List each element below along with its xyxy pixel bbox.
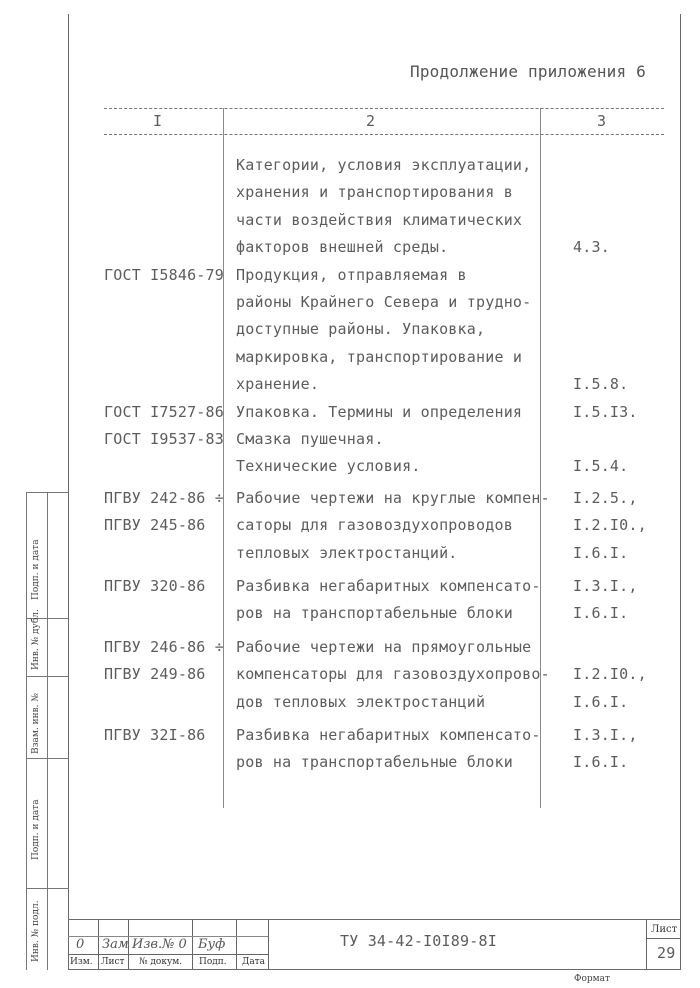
col2-line: Категории, условия эксплуатации, — [236, 156, 532, 174]
col3-line: I.6.I. — [573, 543, 629, 562]
title-block — [68, 919, 681, 970]
sheet-number: 29 — [657, 944, 676, 962]
col3-line: I.3.I., — [573, 726, 638, 744]
side-label-vzam-inv: Взам. инв. № — [31, 693, 41, 754]
col2-line: компенсаторы для газовоздухопрово- — [236, 665, 550, 684]
col2-line: части воздействия климатических — [236, 210, 523, 229]
col2-line: Рабочие чертежи на прямоугольные — [236, 637, 532, 656]
col1-line: ПГВУ 242-86 ÷ — [104, 488, 224, 507]
column-header-3: 3 — [597, 112, 607, 130]
col2-line: саторы для газовоздухопроводов — [236, 516, 513, 535]
col1-line: ПГВУ 246-86 ÷ — [104, 637, 224, 656]
sheet-label: Лист — [651, 924, 678, 935]
col3-line: I.5.8. — [573, 375, 629, 394]
side-label-inv-podl: Инв. № подл. — [31, 900, 41, 962]
column-header-1: I — [153, 112, 163, 130]
col3-line: I.5.I3. — [573, 402, 638, 421]
col3-line: I.6.I. — [573, 692, 629, 711]
col1-line: ПГВУ 245-86 — [104, 516, 206, 535]
col2-line: Разбивка негабаритных компенсато- — [236, 726, 541, 744]
title-col-list: Лист — [101, 957, 125, 967]
col2-line: маркировка, транспортирование и — [236, 347, 523, 366]
col3-line: I.2.I0., — [573, 665, 647, 684]
side-label-podp-data-1: Подп. и дата — [31, 539, 41, 600]
table-header-rule — [104, 134, 664, 135]
side-label-podp-data-2: Подп. и дата — [31, 799, 41, 860]
col2-line: Рабочие чертежи на круглые компен- — [236, 488, 550, 507]
col3-line: I.2.I0., — [573, 516, 647, 535]
title-col-izm: Изм. — [70, 957, 93, 967]
col3-line: 4.3. — [573, 238, 610, 257]
col3-line: I.6.I. — [573, 604, 629, 623]
col2-line: дов тепловых электростанций — [236, 692, 486, 711]
col1-line: ПГВУ 32I-86 — [104, 726, 206, 744]
col1-line: ГОСТ I7527-86 — [104, 402, 224, 421]
col2-line: тепловых электростанций. — [236, 543, 458, 562]
col3-line: I.5.4. — [573, 457, 629, 476]
col1-line: ГОСТ I5846-79 — [104, 265, 224, 284]
column-divider-1 — [223, 108, 224, 808]
column-header-2: 2 — [366, 112, 376, 130]
col2-line: факторов внешней среды. — [236, 238, 449, 257]
col2-line: хранения и транспортирования в — [236, 183, 513, 202]
col1-line: ГОСТ I9537-83 — [104, 430, 224, 448]
title-col-dokum: № докум. — [139, 957, 183, 967]
document-code: ТУ 34-42-I0I89-8I — [340, 932, 497, 950]
continuation-heading: Продолжение приложения 6 — [410, 62, 646, 81]
col2-line: Разбивка негабаритных компенсато- — [236, 577, 541, 595]
side-stamp-strip — [26, 492, 69, 970]
col2-line: Продукция, отправляемая в — [236, 265, 467, 284]
col1-line: ПГВУ 320-86 — [104, 577, 206, 595]
title-col-data: Дата — [242, 957, 266, 967]
handwritten-dokum: Изв.№ 0 — [132, 937, 187, 952]
col2-line: Технические условия. — [236, 457, 421, 476]
col1-line: ПГВУ 249-86 — [104, 665, 206, 684]
title-col-podp: Подп. — [199, 957, 227, 967]
col3-line: I.2.5., — [573, 488, 638, 507]
col2-line: доступные районы. Упаковка, — [236, 320, 486, 339]
col3-line: I.3.I., — [573, 577, 638, 595]
handwritten-podp: Буф — [198, 937, 226, 952]
col2-line: Упаковка. Термины и определения — [236, 402, 523, 421]
frame-right-border — [680, 14, 681, 970]
col2-line: ров на транспортабельные блоки — [236, 604, 513, 623]
col2-line: ров на транспортабельные блоки — [236, 753, 513, 772]
handwritten-list: Зам — [102, 937, 129, 952]
col2-line: Смазка пушечная. — [236, 430, 384, 448]
col2-line: хранение. — [236, 375, 320, 394]
col3-line: I.6.I. — [573, 753, 629, 772]
handwritten-izm: 0 — [76, 937, 85, 952]
column-divider-2 — [540, 108, 541, 808]
side-label-inv-dubl: Инв. № дубл. — [31, 609, 41, 670]
col2-line: районы Крайнего Севера и трудно- — [236, 293, 532, 311]
frame-bottom-border — [68, 969, 681, 970]
table-top-rule — [104, 108, 664, 109]
format-label: Формат — [574, 974, 610, 984]
